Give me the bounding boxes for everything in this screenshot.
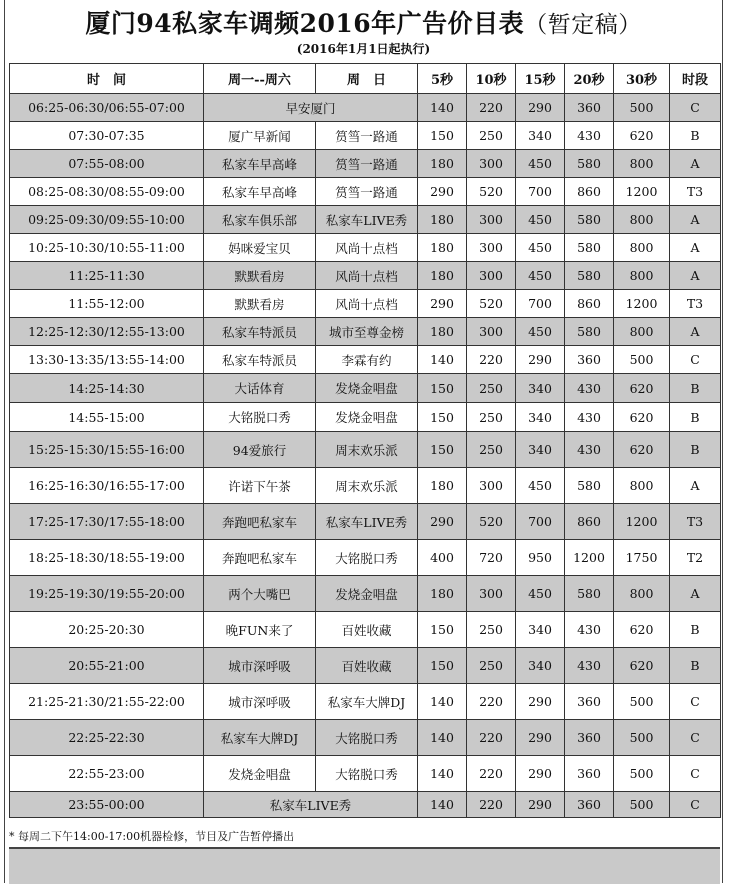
sunday-program-cell: 风尚十点档 (316, 290, 418, 318)
price-5s-cell: 180 (418, 234, 467, 262)
sunday-program-cell: 李霖有约 (316, 346, 418, 374)
price-30s-cell: 1200 (614, 504, 670, 540)
table-row (10, 178, 721, 206)
slot-cell: C (670, 792, 721, 818)
time-cell: 07:30-07:35 (10, 122, 204, 150)
price-5s-cell: 150 (418, 374, 467, 403)
time-cell: 06:25-06:30/06:55-07:00 (10, 94, 204, 122)
price-30s-cell: 620 (614, 403, 670, 432)
price-10s-cell: 220 (467, 346, 516, 374)
table-row (10, 576, 721, 612)
price-30s-cell: 800 (614, 206, 670, 234)
time-cell: 17:25-17:30/17:55-18:00 (10, 504, 204, 540)
page-title (5, 4, 722, 40)
price-20s-cell: 1200 (565, 540, 614, 576)
time-cell: 20:55-21:00 (10, 648, 204, 684)
time-cell: 19:25-19:30/19:55-20:00 (10, 576, 204, 612)
price-10s-cell: 300 (467, 318, 516, 346)
sunday-program-cell: 周末欢乐派 (316, 432, 418, 468)
table-row (10, 94, 721, 122)
effective-date: (2016年1月1日起执行) (296, 42, 431, 56)
table-row (10, 403, 721, 432)
price-10s-cell: 220 (467, 94, 516, 122)
time-cell: 22:55-23:00 (10, 756, 204, 792)
price-20s-cell: 860 (565, 178, 614, 206)
slot-cell: A (670, 150, 721, 178)
price-10s-cell: 300 (467, 206, 516, 234)
price-15s-cell: 700 (516, 290, 565, 318)
header-sunday: 周 日 (316, 64, 418, 94)
sunday-program-cell: 筼筜一路通 (316, 178, 418, 206)
price-10s-cell: 250 (467, 374, 516, 403)
price-30s-cell: 620 (614, 432, 670, 468)
price-10s-cell: 720 (467, 540, 516, 576)
weekday-program-cell: 城市深呼吸 (204, 684, 316, 720)
table-row (10, 150, 721, 178)
price-5s-cell: 140 (418, 756, 467, 792)
price-15s-cell: 290 (516, 346, 565, 374)
slot-cell: A (670, 234, 721, 262)
slot-cell: T3 (670, 290, 721, 318)
price-15s-cell: 340 (516, 612, 565, 648)
price-15s-cell: 290 (516, 756, 565, 792)
price-10s-cell: 300 (467, 576, 516, 612)
table-row (10, 290, 721, 318)
sunday-program-cell: 私家车LIVE秀 (316, 206, 418, 234)
price-5s-cell: 180 (418, 468, 467, 504)
sunday-program-cell: 大铭脱口秀 (316, 720, 418, 756)
slot-cell: B (670, 374, 721, 403)
price-table (9, 63, 721, 818)
price-20s-cell: 580 (565, 468, 614, 504)
price-10s-cell: 300 (467, 262, 516, 290)
price-30s-cell: 620 (614, 612, 670, 648)
price-20s-cell: 360 (565, 684, 614, 720)
table-row (10, 262, 721, 290)
price-20s-cell: 580 (565, 150, 614, 178)
weekday-program-cell: 奔跑吧私家车 (204, 540, 316, 576)
price-30s-cell: 500 (614, 346, 670, 374)
price-30s-cell: 500 (614, 94, 670, 122)
header-time: 时 间 (10, 64, 204, 94)
table-body (10, 94, 721, 818)
price-5s-cell: 140 (418, 792, 467, 818)
price-30s-cell: 500 (614, 720, 670, 756)
weekday-program-cell: 私家车特派员 (204, 318, 316, 346)
weekday-program-cell: 许诺下午茶 (204, 468, 316, 504)
table-row (10, 684, 721, 720)
price-15s-cell: 340 (516, 122, 565, 150)
price-10s-cell: 250 (467, 122, 516, 150)
price-30s-cell: 800 (614, 318, 670, 346)
header-10s: 10秒 (467, 64, 516, 94)
slot-cell: B (670, 122, 721, 150)
price-20s-cell: 360 (565, 346, 614, 374)
slot-cell: C (670, 94, 721, 122)
table-row (10, 432, 721, 468)
price-30s-cell: 500 (614, 684, 670, 720)
price-15s-cell: 450 (516, 576, 565, 612)
slot-cell: T3 (670, 178, 721, 206)
price-10s-cell: 250 (467, 612, 516, 648)
slot-cell: A (670, 262, 721, 290)
sunday-program-cell: 百姓收藏 (316, 648, 418, 684)
price-20s-cell: 430 (565, 648, 614, 684)
price-20s-cell: 360 (565, 756, 614, 792)
price-20s-cell: 430 (565, 403, 614, 432)
sunday-program-cell: 发烧金唱盘 (316, 403, 418, 432)
time-cell: 11:55-12:00 (10, 290, 204, 318)
price-20s-cell: 360 (565, 94, 614, 122)
time-cell: 10:25-10:30/10:55-11:00 (10, 234, 204, 262)
price-10s-cell: 220 (467, 684, 516, 720)
weekday-program-cell: 城市深呼吸 (204, 648, 316, 684)
footnote: * 每周二下午14:00-17:00机器检修，节目及广告暂停播出 (9, 826, 720, 848)
price-5s-cell: 400 (418, 540, 467, 576)
time-cell: 14:55-15:00 (10, 403, 204, 432)
price-10s-cell: 220 (467, 792, 516, 818)
price-30s-cell: 800 (614, 234, 670, 262)
price-10s-cell: 300 (467, 234, 516, 262)
price-15s-cell: 340 (516, 403, 565, 432)
price-10s-cell: 250 (467, 648, 516, 684)
table-row (10, 374, 721, 403)
sunday-program-cell: 筼筜一路通 (316, 150, 418, 178)
price-30s-cell: 800 (614, 468, 670, 504)
price-5s-cell: 180 (418, 206, 467, 234)
price-5s-cell: 290 (418, 178, 467, 206)
time-cell: 20:25-20:30 (10, 612, 204, 648)
header-15s: 15秒 (516, 64, 565, 94)
price-10s-cell: 520 (467, 178, 516, 206)
price-5s-cell: 150 (418, 648, 467, 684)
price-20s-cell: 580 (565, 318, 614, 346)
header-20s: 20秒 (565, 64, 614, 94)
footer-band (9, 848, 720, 884)
price-10s-cell: 520 (467, 290, 516, 318)
slot-cell: T2 (670, 540, 721, 576)
header-5s: 5秒 (418, 64, 467, 94)
price-15s-cell: 450 (516, 206, 565, 234)
slot-cell: A (670, 468, 721, 504)
table-row (10, 234, 721, 262)
time-cell: 18:25-18:30/18:55-19:00 (10, 540, 204, 576)
price-5s-cell: 150 (418, 122, 467, 150)
time-cell: 21:25-21:30/21:55-22:00 (10, 684, 204, 720)
price-15s-cell: 450 (516, 234, 565, 262)
price-5s-cell: 290 (418, 290, 467, 318)
sunday-program-cell: 周末欢乐派 (316, 468, 418, 504)
price-15s-cell: 340 (516, 374, 565, 403)
slot-cell: A (670, 318, 721, 346)
price-20s-cell: 360 (565, 720, 614, 756)
price-30s-cell: 500 (614, 792, 670, 818)
weekday-program-cell: 大铭脱口秀 (204, 403, 316, 432)
price-5s-cell: 150 (418, 432, 467, 468)
price-20s-cell: 580 (565, 262, 614, 290)
table-row (10, 122, 721, 150)
sunday-program-cell: 筼筜一路通 (316, 122, 418, 150)
sunday-program-cell: 私家车大牌DJ (316, 684, 418, 720)
price-15s-cell: 450 (516, 468, 565, 504)
price-10s-cell: 250 (467, 403, 516, 432)
weekday-program-cell: 私家车俱乐部 (204, 206, 316, 234)
sunday-program-cell: 大铭脱口秀 (316, 756, 418, 792)
weekday-program-cell: 晚FUN来了 (204, 612, 316, 648)
price-20s-cell: 580 (565, 206, 614, 234)
price-30s-cell: 800 (614, 576, 670, 612)
header-30s: 30秒 (614, 64, 670, 94)
time-cell: 22:25-22:30 (10, 720, 204, 756)
price-20s-cell: 430 (565, 612, 614, 648)
title-main: 厦门94私家车调频2016年广告价目表 (85, 9, 525, 38)
table-row (10, 346, 721, 374)
price-15s-cell: 450 (516, 318, 565, 346)
price-10s-cell: 520 (467, 504, 516, 540)
program-cell: 早安厦门 (204, 94, 418, 122)
price-5s-cell: 150 (418, 612, 467, 648)
price-10s-cell: 220 (467, 756, 516, 792)
weekday-program-cell: 厦广早新闻 (204, 122, 316, 150)
time-cell: 07:55-08:00 (10, 150, 204, 178)
price-15s-cell: 700 (516, 178, 565, 206)
table-row (10, 540, 721, 576)
slot-cell: B (670, 612, 721, 648)
price-20s-cell: 360 (565, 792, 614, 818)
price-30s-cell: 1200 (614, 178, 670, 206)
time-cell: 09:25-09:30/09:55-10:00 (10, 206, 204, 234)
slot-cell: A (670, 206, 721, 234)
price-30s-cell: 800 (614, 262, 670, 290)
table-row (10, 612, 721, 648)
time-cell: 14:25-14:30 (10, 374, 204, 403)
weekday-program-cell: 默默看房 (204, 262, 316, 290)
time-cell: 16:25-16:30/16:55-17:00 (10, 468, 204, 504)
price-15s-cell: 700 (516, 504, 565, 540)
price-10s-cell: 220 (467, 720, 516, 756)
price-10s-cell: 300 (467, 150, 516, 178)
header-row (10, 64, 721, 94)
weekday-program-cell: 大话体育 (204, 374, 316, 403)
price-5s-cell: 180 (418, 576, 467, 612)
price-15s-cell: 340 (516, 432, 565, 468)
weekday-program-cell: 94爱旅行 (204, 432, 316, 468)
price-sheet (4, 0, 723, 883)
table-row (10, 792, 721, 818)
slot-cell: B (670, 432, 721, 468)
price-30s-cell: 800 (614, 150, 670, 178)
slot-cell: B (670, 403, 721, 432)
price-5s-cell: 180 (418, 262, 467, 290)
sunday-program-cell: 城市至尊金榜 (316, 318, 418, 346)
price-15s-cell: 450 (516, 150, 565, 178)
weekday-program-cell: 私家车大牌DJ (204, 720, 316, 756)
sunday-program-cell: 百姓收藏 (316, 612, 418, 648)
table-row (10, 206, 721, 234)
title-note: （暂定稿） (524, 12, 642, 38)
slot-cell: B (670, 648, 721, 684)
price-10s-cell: 250 (467, 432, 516, 468)
time-cell: 23:55-00:00 (10, 792, 204, 818)
header-slot: 时段 (670, 64, 721, 94)
price-20s-cell: 430 (565, 374, 614, 403)
sunday-program-cell: 私家车LIVE秀 (316, 504, 418, 540)
table-row (10, 504, 721, 540)
price-20s-cell: 580 (565, 576, 614, 612)
price-5s-cell: 290 (418, 504, 467, 540)
table-row (10, 468, 721, 504)
time-cell: 08:25-08:30/08:55-09:00 (10, 178, 204, 206)
price-5s-cell: 180 (418, 318, 467, 346)
price-30s-cell: 1750 (614, 540, 670, 576)
sunday-program-cell: 风尚十点档 (316, 234, 418, 262)
header-weekday: 周一--周六 (204, 64, 316, 94)
weekday-program-cell: 私家车早高峰 (204, 150, 316, 178)
price-15s-cell: 290 (516, 94, 565, 122)
price-30s-cell: 620 (614, 648, 670, 684)
slot-cell: T3 (670, 504, 721, 540)
slot-cell: A (670, 576, 721, 612)
slot-cell: C (670, 684, 721, 720)
price-5s-cell: 180 (418, 150, 467, 178)
sunday-program-cell: 大铭脱口秀 (316, 540, 418, 576)
price-20s-cell: 860 (565, 504, 614, 540)
price-15s-cell: 450 (516, 262, 565, 290)
sunday-program-cell: 风尚十点档 (316, 262, 418, 290)
price-5s-cell: 150 (418, 403, 467, 432)
time-cell: 13:30-13:35/13:55-14:00 (10, 346, 204, 374)
price-20s-cell: 430 (565, 432, 614, 468)
price-30s-cell: 620 (614, 374, 670, 403)
price-15s-cell: 950 (516, 540, 565, 576)
price-20s-cell: 860 (565, 290, 614, 318)
slot-cell: C (670, 720, 721, 756)
price-15s-cell: 290 (516, 792, 565, 818)
weekday-program-cell: 两个大嘴巴 (204, 576, 316, 612)
price-20s-cell: 580 (565, 234, 614, 262)
price-15s-cell: 290 (516, 684, 565, 720)
weekday-program-cell: 发烧金唱盘 (204, 756, 316, 792)
time-cell: 12:25-12:30/12:55-13:00 (10, 318, 204, 346)
sunday-program-cell: 发烧金唱盘 (316, 374, 418, 403)
slot-cell: C (670, 346, 721, 374)
time-cell: 15:25-15:30/15:55-16:00 (10, 432, 204, 468)
price-30s-cell: 620 (614, 122, 670, 150)
weekday-program-cell: 奔跑吧私家车 (204, 504, 316, 540)
table-row (10, 756, 721, 792)
weekday-program-cell: 妈咪爱宝贝 (204, 234, 316, 262)
table-row (10, 648, 721, 684)
price-15s-cell: 290 (516, 720, 565, 756)
price-15s-cell: 340 (516, 648, 565, 684)
slot-cell: C (670, 756, 721, 792)
price-5s-cell: 140 (418, 94, 467, 122)
time-cell: 11:25-11:30 (10, 262, 204, 290)
price-5s-cell: 140 (418, 720, 467, 756)
weekday-program-cell: 默默看房 (204, 290, 316, 318)
price-10s-cell: 300 (467, 468, 516, 504)
price-30s-cell: 500 (614, 756, 670, 792)
weekday-program-cell: 私家车早高峰 (204, 178, 316, 206)
price-30s-cell: 1200 (614, 290, 670, 318)
price-5s-cell: 140 (418, 346, 467, 374)
program-cell: 私家车LIVE秀 (204, 792, 418, 818)
table-row (10, 318, 721, 346)
price-5s-cell: 140 (418, 684, 467, 720)
weekday-program-cell: 私家车特派员 (204, 346, 316, 374)
sunday-program-cell: 发烧金唱盘 (316, 576, 418, 612)
table-row (10, 720, 721, 756)
price-20s-cell: 430 (565, 122, 614, 150)
